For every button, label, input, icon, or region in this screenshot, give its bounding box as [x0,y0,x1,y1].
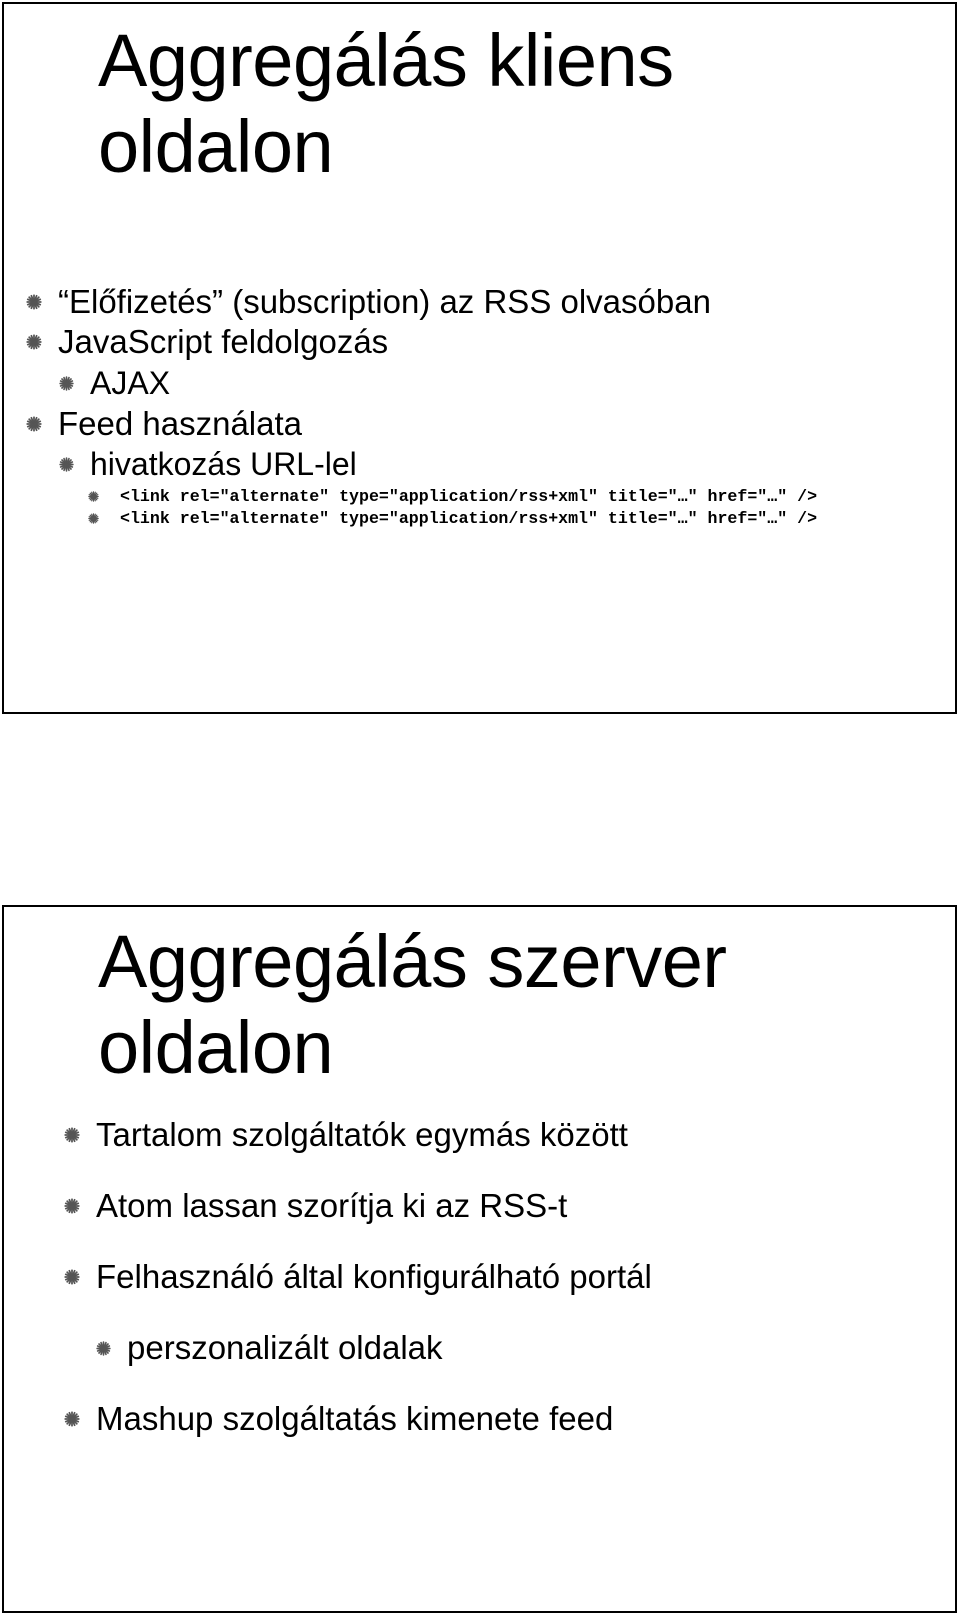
bullet-text: Tartalom szolgáltatók egymás között [96,1116,628,1153]
slide-title-line-2: oldalon [98,1006,334,1089]
bullet-item [26,322,388,362]
asterisk-bullet-icon [26,334,42,350]
slide-2 [2,905,957,1613]
asterisk-bullet-icon [96,1341,111,1356]
code-text: <link rel="alternate" type="application/rss+xml" title="…" href="…" /> [120,508,818,528]
bullet-text: Feed használata [58,405,303,442]
slide-1 [2,2,957,714]
asterisk-bullet-icon [64,1411,80,1427]
bullet-text: AJAX [90,364,171,401]
sub-bullet-item [96,1326,443,1370]
asterisk-bullet-icon [59,376,74,391]
bullet-text: Mashup szolgáltatás kimenete feed [96,1400,614,1437]
asterisk-bullet-icon [26,294,42,310]
sub-bullet-item [59,444,357,484]
bullet-text: perszonalizált oldalak [127,1329,443,1366]
bullet-item [26,282,711,322]
bullet-text: Atom lassan szorítja ki az RSS-t [96,1187,568,1224]
code-text: <link rel="alternate" type="application/rss+xml" title="…" href="…" /> [120,486,818,506]
bullet-item [64,1255,652,1299]
asterisk-bullet-icon [64,1269,80,1285]
code-bullet-item [88,485,817,507]
bullet-text: JavaScript feldolgozás [58,323,389,360]
asterisk-bullet-icon [88,513,99,524]
bullet-text: “Előfizetés” (subscription) az RSS olvasóban [58,283,711,320]
slide-title-line-1: Aggregálás szerver [98,920,727,1003]
asterisk-bullet-icon [64,1198,80,1214]
asterisk-bullet-icon [59,457,74,472]
slide-title-line-1: Aggregálás kliens [98,19,674,102]
slide-title-line-2: oldalon [98,105,334,188]
bullet-item [64,1113,628,1157]
asterisk-bullet-icon [88,491,99,502]
sub-bullet-item [59,363,170,403]
asterisk-bullet-icon [64,1127,80,1143]
code-bullet-item [88,507,817,529]
bullet-item [64,1184,567,1228]
slide-title [98,18,674,190]
bullet-item [64,1397,613,1441]
slide-title [98,919,727,1091]
asterisk-bullet-icon [26,416,42,432]
bullet-text: hivatkozás URL-lel [90,445,357,482]
bullet-text: Felhasználó által konfigurálható portál [96,1258,652,1295]
bullet-item [26,404,302,444]
